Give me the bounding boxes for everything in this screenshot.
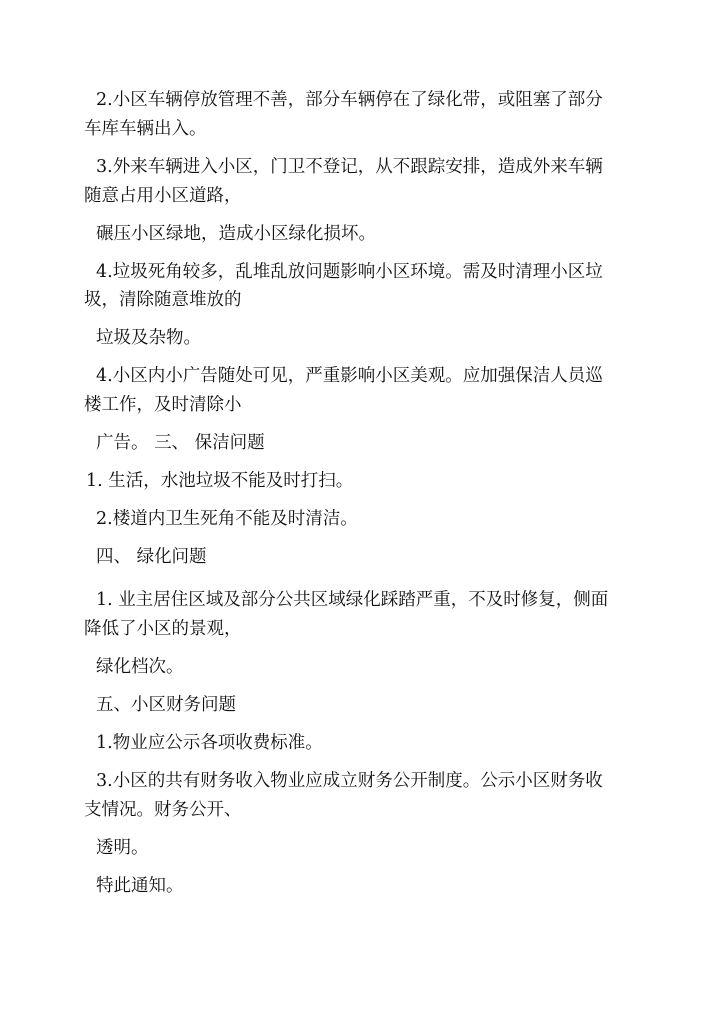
paragraph-line: 3.外来车辆进入小区，门卫不登记，从不跟踪安排，造成外来车辆 (96, 157, 603, 177)
paragraph-line: 4.小区内小广告随处可见，严重影响小区美观。应加强保洁人员巡 (96, 366, 603, 386)
paragraph-line: 垃圾及杂物。 (96, 328, 201, 348)
paragraph-line: 1. 业主居住区域及部分公共区域绿化踩踏严重，不及时修复，侧面 (96, 590, 609, 610)
paragraph-line: 1. 生活，水池垃圾不能及时打扫。 (86, 471, 354, 491)
paragraph-line: 绿化档次。 (96, 657, 184, 677)
paragraph-line: 圾，清除随意堆放的 (84, 290, 242, 310)
section-heading: 广告。 三、 保洁问题 (96, 433, 265, 453)
paragraph-line: 2.楼道内卫生死角不能及时清洁。 (96, 509, 358, 529)
paragraph-line: 1.物业应公示各项收费标准。 (96, 733, 323, 753)
paragraph-line: 降低了小区的景观， (84, 619, 242, 639)
paragraph-line: 支情况。财务公开、 (84, 800, 242, 820)
section-heading: 五、小区财务问题 (96, 695, 236, 715)
paragraph-line: 楼工作，及时清除小 (84, 395, 242, 415)
paragraph-line: 碾压小区绿地，造成小区绿化损坏。 (96, 224, 376, 244)
paragraph-line: 车库车辆出入。 (84, 119, 207, 139)
paragraph-line: 随意占用小区道路， (84, 186, 242, 206)
paragraph-line: 2.小区车辆停放管理不善，部分车辆停在了绿化带，或阻塞了部分 (96, 90, 603, 110)
paragraph-line: 4.垃圾死角较多，乱堆乱放问题影响小区环境。需及时清理小区垃 (96, 262, 603, 282)
paragraph-line: 3.小区的共有财务收入物业应成立财务公开制度。公示小区财务收 (96, 771, 603, 791)
paragraph-line: 透明。 (96, 838, 149, 858)
closing-line: 特此通知。 (96, 876, 184, 896)
section-heading: 四、 绿化问题 (96, 547, 207, 567)
